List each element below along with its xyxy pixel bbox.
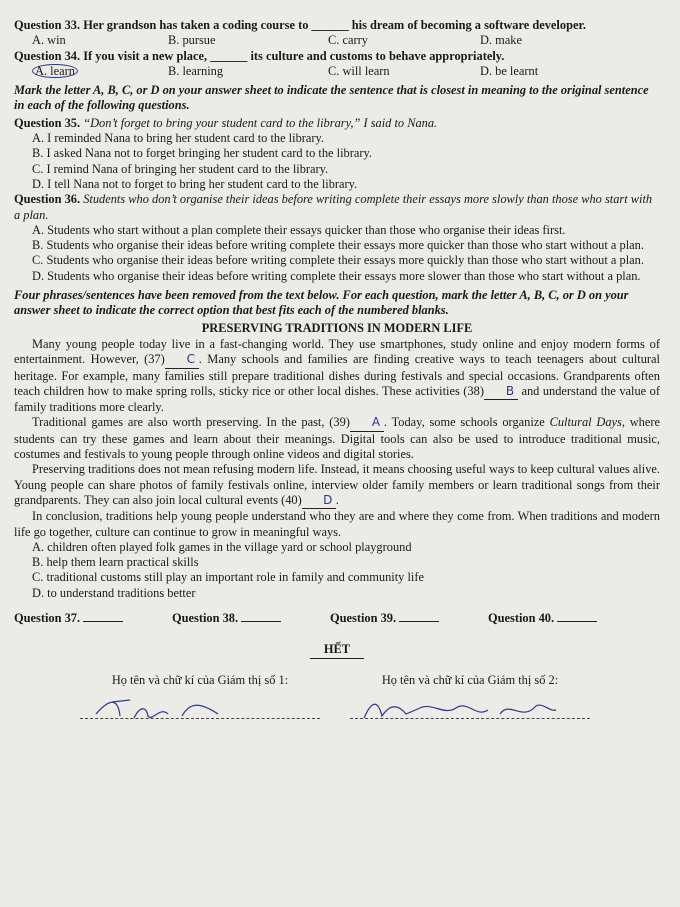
question-34-options [14, 64, 660, 79]
question-35-option-a[interactable]: A. I reminded Nana to bring her student card to the library. [32, 131, 325, 146]
answer-blanks [14, 611, 660, 626]
cloze-option-d[interactable]: D. to understand traditions better [32, 585, 196, 600]
option-c[interactable]: C. carry [328, 33, 368, 48]
passage-paragraph-2: Traditional games are also worth preserving. In the past, (39) A . Today, some schools organize Cultural Days, where students can try these games and learn about their meanings. Digital tools can also be used to introduce traditional music, costumes and festivals to young people through online videos and digital stories. [14, 415, 660, 462]
passage-title: PRESERVING TRADITIONS IN MODERN LIFE [201, 320, 473, 335]
invigilator-1-label: Họ tên và chữ kí của Giám thị số 1: [111, 672, 289, 687]
signature-1-icon [90, 692, 230, 726]
option-d[interactable]: D. make [480, 33, 522, 48]
invigilator-signatures [14, 673, 660, 719]
answer-38[interactable]: Question 38. [172, 611, 330, 626]
question-33-stem: Question 33. Her grandson has taken a coding course to ______ his dream of becoming a software developer. [14, 18, 586, 32]
invigilator-1-signature-line[interactable] [80, 700, 320, 719]
signature-2-icon [360, 692, 560, 726]
invigilator-1 [80, 673, 320, 719]
option-a[interactable]: A. win [32, 33, 66, 48]
cloze-option-b[interactable]: B. help them learn practical skills [32, 555, 199, 570]
question-35-option-d[interactable]: D. I tell Nana not to forget to bring her student card to the library. [32, 176, 358, 191]
option-d[interactable]: D. be learnt [480, 63, 539, 78]
question-34-stem: Question 34. If you visit a new place, ______ its culture and customs to behave appropriately. [14, 48, 505, 63]
answer-37[interactable]: Question 37. [14, 611, 172, 626]
option-b[interactable]: B. learning [168, 63, 224, 78]
question-36-option-a[interactable]: A. Students who start without a plan complete their essays quicker than those who organise their ideas first. [32, 222, 566, 237]
blank-39[interactable]: A [350, 415, 384, 431]
blank-37[interactable]: C [165, 352, 199, 368]
end-marker: HẾT [14, 642, 660, 658]
passage-paragraph-3: Preserving traditions does not mean refusing modern life. Instead, it means choosing useful ways to keep cultural values alive. Young people can share photos of family festivals online, interview older family members or learn traditional songs from their grandparents. They can also join local cultural events (40) D . [14, 462, 660, 509]
option-a[interactable] [32, 64, 168, 79]
question-33-options [14, 33, 660, 48]
answer-40[interactable]: Question 40. [488, 611, 646, 626]
passage-paragraph-1: Many young people today live in a fast-changing world. They use smartphones, study online and enjoy modern forms of entertainment. However, (37) C . Many schools and families are finding creative ways to teach teenagers about cultural heritage. For example, many families still prepare traditional dishes during festivals and special occasions. Grandparents often teach children how to make spring rolls, sticky rice or other local dishes. These activities (38) B and understand the value of family traditions more clearly. [14, 336, 660, 415]
question-35-stem: Question 35. “Don’t forget to bring your student card to the library,” I said to Nana. [14, 115, 438, 130]
question-35-option-b[interactable]: B. I asked Nana not to forget bringing her student card to the library. [32, 146, 372, 161]
question-36-option-d[interactable]: D. Students who organise their ideas before writing complete their essays more slower than those who start without a plan. [32, 268, 641, 283]
cloze-option-c[interactable]: C. traditional customs still play an important role in family and community life [32, 570, 424, 585]
passage-paragraph-4: In conclusion, traditions help young people understand who they are and where they come from. When traditions and modern life go together, culture can continue to grow in meaningful ways. [14, 509, 660, 539]
option-c[interactable]: C. will learn [328, 63, 390, 78]
invigilator-2-signature-line[interactable] [350, 700, 590, 719]
instruction-closest-meaning: Mark the letter A, B, C, or D on your answer sheet to indicate the sentence that is closest in meaning to the original sentence in each of the following questions. [14, 83, 649, 113]
invigilator-2 [350, 673, 590, 719]
blank-38[interactable]: B [484, 384, 518, 400]
question-35-option-c[interactable]: C. I remind Nana of bringing her student card to the library. [32, 161, 329, 176]
instruction-cloze: Four phrases/sentences have been removed from the text below. For each question, mark the letter A, B, C, or D on your answer sheet to indicate the correct option that best fits each of the numbered blanks. [14, 288, 629, 318]
answer-circle-icon: A. learn [32, 64, 78, 78]
question-36-option-c[interactable]: C. Students who organise their ideas before writing complete their essays more quickly than those who start without a plan. [32, 253, 644, 268]
blank-40[interactable]: D [302, 493, 336, 509]
question-36-option-b[interactable]: B. Students who organise their ideas before writing complete their essays more quicker than those who start without a plan. [32, 238, 644, 253]
option-b[interactable]: B. pursue [168, 33, 216, 48]
answer-39[interactable]: Question 39. [330, 611, 488, 626]
question-36-stem: Question 36. Students who don’t organise their ideas before writing complete their essays more slowly than those who start with a plan. [14, 192, 653, 222]
cloze-option-a[interactable]: A. children often played folk games in the village yard or school playground [32, 539, 412, 554]
invigilator-2-label: Họ tên và chữ kí của Giám thị số 2: [381, 672, 559, 687]
